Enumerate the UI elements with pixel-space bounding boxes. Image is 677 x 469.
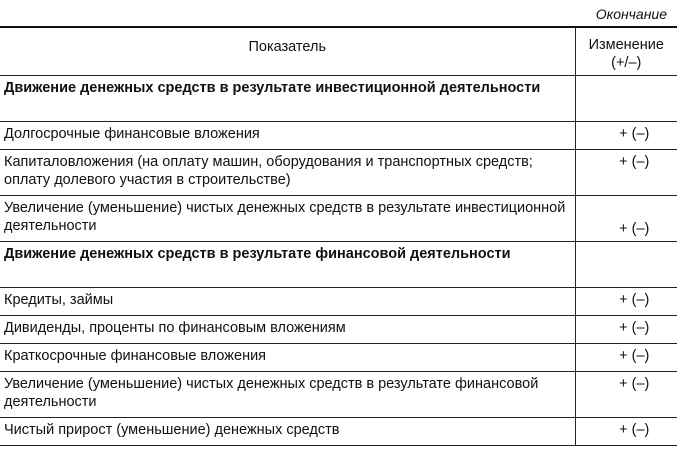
row-value: + (–) <box>575 288 677 316</box>
table-row <box>0 344 677 372</box>
table-row-section-financing <box>0 242 677 288</box>
table-row <box>0 150 677 196</box>
table-row <box>0 372 677 418</box>
row-label: Кредиты, займы <box>0 288 575 316</box>
table-row <box>0 122 677 150</box>
cash-flow-table <box>0 26 677 446</box>
row-label: Чистый прирост (уменьшение) денежных средств <box>0 418 575 446</box>
table-header-row <box>0 27 677 76</box>
row-value: + (–) <box>575 344 677 372</box>
header-indicator: Показатель <box>0 27 575 76</box>
table-row <box>0 288 677 316</box>
table-row <box>0 316 677 344</box>
table-row-section-investing <box>0 76 677 122</box>
row-label: Движение денежных средств в результате инвестиционной деятельности <box>0 76 575 122</box>
row-value: + (–) <box>575 372 677 418</box>
header-change: Изменение (+/–) <box>575 27 677 76</box>
row-value: + (–) <box>575 150 677 196</box>
row-label: Долгосрочные финансовые вложения <box>0 122 575 150</box>
row-label: Дивиденды, проценты по финансовым вложениям <box>0 316 575 344</box>
table-row <box>0 418 677 446</box>
row-value <box>575 242 677 288</box>
table-row <box>0 196 677 242</box>
row-value: + (–) <box>575 122 677 150</box>
row-value: + (–) <box>575 418 677 446</box>
row-label: Увеличение (уменьшение) чистых денежных средств в результате инвестиционной деятельности <box>0 196 575 242</box>
row-value <box>575 76 677 122</box>
row-value: + (–) <box>575 316 677 344</box>
row-label: Увеличение (уменьшение) чистых денежных средств в результате финансовой деятельности <box>0 372 575 418</box>
row-value: + (–) <box>575 196 677 242</box>
row-label: Краткосрочные финансовые вложения <box>0 344 575 372</box>
row-label: Движение денежных средств в результате финансовой деятельности <box>0 242 575 288</box>
row-label: Капиталовложения (на оплату машин, оборудования и транспортных средств; оплату долевого участия в строительстве) <box>0 150 575 196</box>
table-continuation-caption: Окончание <box>595 6 667 22</box>
